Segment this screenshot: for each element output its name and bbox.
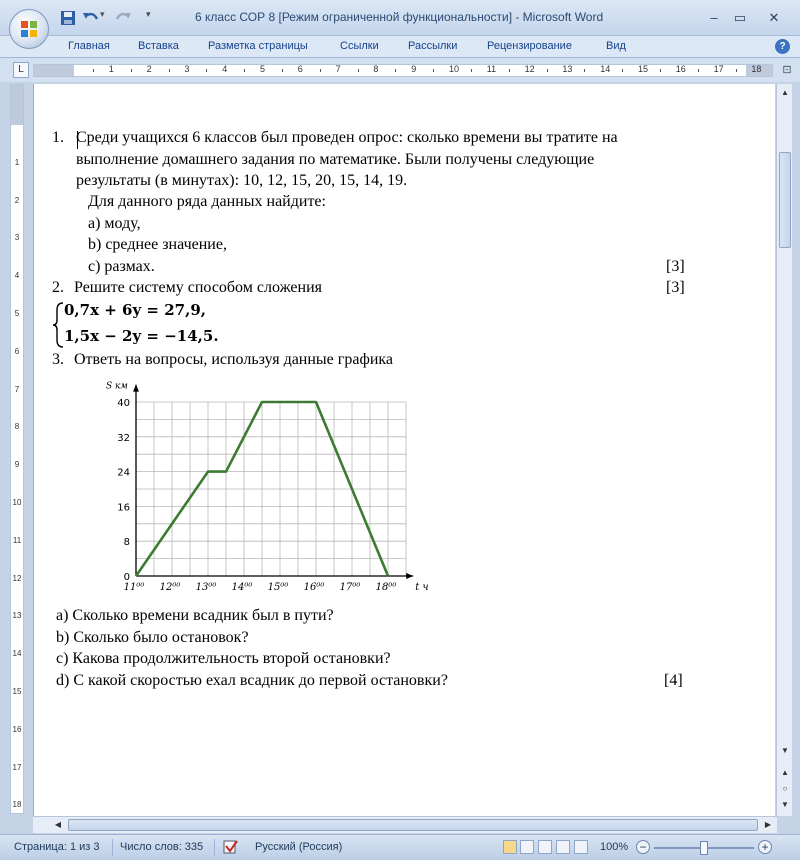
minimize-button[interactable]: – [710, 10, 718, 25]
x-tick-label: 16⁰⁰ [303, 582, 325, 593]
language[interactable]: Русский (Россия) [255, 841, 343, 853]
ruler-tick [282, 69, 283, 72]
ruler-number: 17 [713, 64, 724, 74]
vruler-number: 14 [12, 649, 22, 659]
outline-view-button[interactable] [556, 840, 570, 854]
ruler-tick [358, 69, 359, 72]
x-tick-label: 15⁰⁰ [267, 582, 289, 593]
ruler-number: 14 [600, 64, 611, 74]
q3-question-d: d) С какой скоростью ехал всадник до первой остановки? [56, 672, 448, 689]
q1-score: [3] [666, 258, 685, 275]
tab-review[interactable]: Рецензирование [487, 40, 572, 52]
status-bar [0, 834, 800, 860]
q1-line-1: Среди учащихся 6 классов был проведен опрос: сколько времени вы тратите на [76, 129, 618, 146]
ruler-tick [244, 69, 245, 72]
office-logo-icon [21, 21, 38, 38]
q3-question-a: a) Сколько времени всадник был в пути? [56, 607, 334, 624]
q1-item-c: c) размах. [88, 258, 155, 275]
ruler-number: 16 [675, 64, 686, 74]
x-axis-arrow [406, 573, 413, 579]
q3-text: Ответь на вопросы, используя данные графика [74, 351, 394, 368]
y-axis-label: S км [106, 381, 128, 392]
tab-view[interactable]: Вид [606, 40, 626, 52]
vruler-number: 12 [12, 573, 22, 583]
tab-mailings[interactable]: Рассылки [408, 40, 458, 52]
previous-page-button[interactable]: ▲ [781, 768, 789, 777]
ruler-number: 6 [297, 64, 303, 74]
q1-item-a: a) моду, [88, 215, 141, 232]
x-tick-label: 14⁰⁰ [231, 582, 253, 593]
select-browse-object-icon[interactable]: ○ [782, 784, 788, 793]
q2-score: [3] [666, 279, 685, 296]
ruler-tick [433, 69, 434, 72]
ruler-tick [509, 69, 510, 72]
tab-selector[interactable]: L [13, 62, 29, 78]
zoom-level[interactable]: 100% [600, 841, 629, 853]
q3-number: 3. [52, 351, 64, 368]
word-count[interactable]: Число слов: 335 [120, 841, 204, 853]
x-tick-label: 12⁰⁰ [159, 582, 181, 593]
distance-time-chart [94, 376, 434, 598]
horizontal-scroll-thumb[interactable] [68, 819, 758, 831]
x-axis-label: t ч [415, 582, 429, 593]
y-tick-label: 32 [117, 432, 130, 444]
horizontal-scrollbar[interactable] [33, 816, 777, 833]
ruler-tick [320, 69, 321, 72]
q1-line-4: Для данного ряда данных найдите: [88, 193, 326, 210]
ruler-number: 3 [184, 64, 190, 74]
ruler-number: 18 [751, 64, 762, 74]
y-axis-arrow [133, 385, 139, 392]
vertical-scrollbar[interactable] [776, 84, 792, 816]
ruler-number: 4 [222, 64, 228, 74]
vruler-number: 8 [14, 422, 20, 432]
redo-icon[interactable] [114, 10, 132, 28]
q3-question-c: c) Какова продолжительность второй остановки? [56, 650, 391, 667]
vruler-number: 3 [14, 233, 20, 243]
ruler-tick [131, 69, 132, 72]
q3-score: [4] [664, 672, 683, 689]
zoom-slider-thumb[interactable] [700, 841, 708, 855]
y-tick-label: 0 [123, 572, 130, 583]
q1-line-3: результаты (в минутах): 10, 12, 15, 20, 15, 14, 19. [76, 172, 408, 189]
save-icon[interactable] [60, 10, 76, 28]
ruler-tick [736, 69, 737, 72]
tab-home[interactable]: Главная [68, 40, 110, 52]
scroll-right-button[interactable]: ▶ [764, 820, 772, 829]
vruler-number: 5 [14, 309, 20, 318]
zoom-in-button[interactable]: + [758, 840, 772, 854]
ruler-tick [660, 69, 661, 72]
scroll-up-button[interactable]: ▲ [781, 88, 789, 97]
ruler-number: 2 [146, 64, 152, 74]
ruler-number: 13 [562, 64, 573, 74]
vruler-number: 16 [12, 724, 22, 734]
undo-dropdown[interactable]: ▾ [100, 9, 105, 19]
ruler-number: 15 [638, 64, 649, 74]
ruler-number: 8 [373, 64, 379, 74]
vruler-number: 11 [12, 535, 22, 545]
ruler-number: 5 [260, 64, 266, 74]
window-title: 6 класс СОР 8 [Режим ограниченной функциональности] - Microsoft Word [195, 10, 604, 24]
print-layout-view-button[interactable] [503, 840, 517, 854]
ruler-tick [471, 69, 472, 72]
document-page[interactable] [33, 84, 775, 816]
ruler-number: 11 [486, 64, 497, 74]
q1-item-b: b) среднее значение, [88, 236, 227, 253]
page-count[interactable]: Страница: 1 из 3 [14, 841, 100, 853]
zoom-out-button[interactable]: − [636, 840, 650, 854]
help-icon[interactable]: ? [775, 39, 790, 54]
view-ruler-icon[interactable]: ⊡ [782, 64, 792, 76]
equation-2: 1,5x − 2y = −14,5. [64, 327, 219, 345]
ruler-number: 10 [449, 64, 460, 74]
y-tick-label: 40 [117, 398, 130, 409]
x-tick-label: 13⁰⁰ [195, 582, 217, 593]
vruler-number: 6 [14, 346, 20, 356]
ruler-tick [206, 69, 207, 72]
ribbon-tabs [0, 36, 800, 58]
vruler-number: 15 [12, 687, 22, 696]
vruler-number: 2 [14, 195, 20, 205]
y-tick-label: 16 [117, 502, 130, 514]
next-page-button[interactable]: ▼ [781, 800, 789, 809]
vruler-number: 1 [14, 157, 20, 167]
y-tick-label: 24 [117, 467, 130, 479]
tab-page-layout[interactable]: Разметка страницы [208, 40, 308, 52]
q3-question-b: b) Сколько было остановок? [56, 629, 249, 646]
x-tick-label: 18⁰⁰ [375, 582, 397, 593]
vruler-number: 4 [14, 271, 20, 281]
vertical-ruler[interactable] [10, 84, 24, 814]
ruler-bar [0, 58, 800, 82]
q1-line-2: выполнение домашнего задания по математике. Были получены следующие [76, 151, 595, 168]
ruler-tick [622, 69, 623, 72]
full-screen-reading-view-button[interactable] [520, 840, 534, 854]
q2-number: 2. [52, 279, 64, 296]
x-tick-label: 11⁰⁰ [123, 582, 145, 593]
customize-qat-icon[interactable]: ▾ [146, 9, 151, 19]
ruler-number: 1 [108, 64, 114, 74]
ruler-tick [93, 69, 94, 72]
title-bar [0, 0, 800, 36]
web-layout-view-button[interactable] [538, 840, 552, 854]
ruler-tick [169, 69, 170, 72]
ruler-tick [547, 69, 548, 72]
y-tick-label: 8 [123, 537, 130, 549]
vruler-number: 13 [12, 611, 22, 621]
close-button[interactable]: ✕ [768, 10, 780, 25]
scroll-left-button[interactable]: ◀ [54, 820, 62, 829]
vruler-number: 17 [12, 762, 22, 772]
vruler-number: 7 [14, 384, 20, 394]
q1-number: 1. [52, 129, 64, 146]
undo-icon[interactable] [82, 10, 100, 28]
ruler-number: 7 [335, 64, 341, 74]
draft-view-button[interactable] [574, 840, 588, 854]
ruler-tick [584, 69, 585, 72]
horizontal-ruler[interactable] [33, 64, 773, 77]
proofing-icon[interactable] [222, 838, 240, 859]
q2-text: Решите систему способом сложения [74, 279, 322, 296]
tab-insert[interactable]: Вставка [138, 40, 179, 52]
ruler-tick [395, 69, 396, 72]
vruler-number: 10 [12, 498, 22, 507]
vruler-number: 18 [12, 800, 22, 810]
ruler-number: 12 [524, 64, 535, 74]
equation-1: 0,7x + 6y = 27,9, [64, 301, 206, 319]
vruler-number: 9 [14, 460, 20, 470]
ruler-number: 9 [411, 64, 417, 74]
x-tick-label: 17⁰⁰ [339, 582, 361, 593]
tab-references[interactable]: Ссылки [340, 40, 379, 52]
vertical-scroll-thumb[interactable] [779, 152, 791, 248]
maximize-button[interactable]: ▭ [733, 10, 747, 25]
office-button[interactable] [9, 9, 49, 49]
ruler-tick [698, 69, 699, 72]
scroll-down-button[interactable]: ▼ [781, 746, 789, 755]
